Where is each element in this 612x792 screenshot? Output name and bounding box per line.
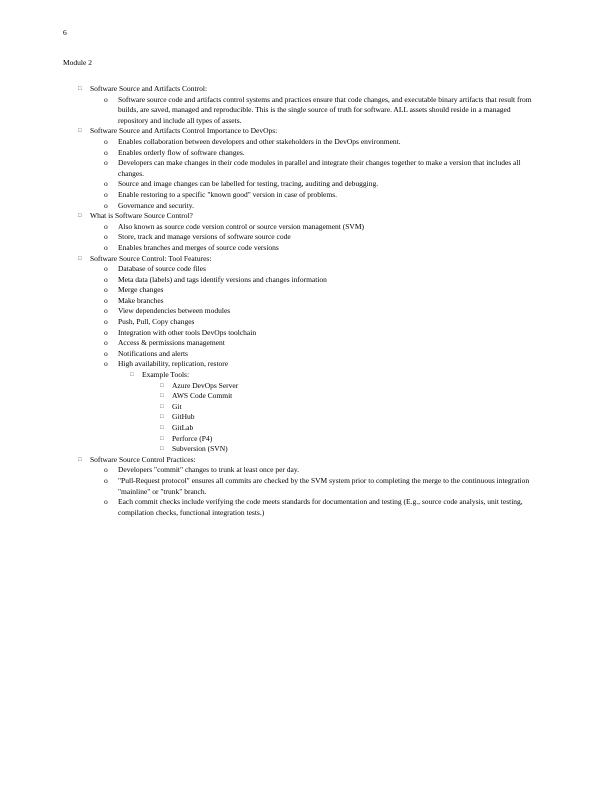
list-item [78, 359, 538, 370]
list-item-text: Enables branches and merges of source code versions [118, 242, 279, 252]
list-item [78, 275, 538, 286]
list-item [78, 465, 538, 476]
section-heading [78, 254, 538, 265]
circle-bullet-icon: o [104, 465, 108, 475]
list-item-text: Also known as source code version control or source version management (SVM) [118, 221, 364, 231]
list-item [78, 137, 538, 148]
tool-name: Git [172, 401, 182, 411]
list-item [78, 243, 538, 254]
list-item [78, 338, 538, 349]
tool-name: Azure DevOps Server [172, 380, 239, 390]
circle-bullet-icon: o [104, 200, 108, 210]
square-bullet-icon: □ [78, 456, 82, 463]
list-item-text: Make branches [118, 295, 164, 305]
list-item [78, 232, 538, 243]
list-item-text: Merge changes [118, 285, 164, 295]
list-item [78, 222, 538, 233]
list-item-text: "Pull-Request protocol" ensures all commits are checked by the SVM system prior to completing the merge to the continuous integration "mainline" or "trunk" branch. [118, 475, 530, 496]
list-item [78, 285, 538, 296]
section-heading [78, 211, 538, 222]
tool-item [78, 423, 538, 434]
outline-list [78, 84, 538, 518]
square-bullet-icon: □ [78, 128, 82, 135]
circle-bullet-icon: o [104, 497, 108, 507]
list-item-text: Integration with other tools DevOps toolchain [118, 327, 257, 337]
circle-bullet-icon: o [104, 136, 108, 146]
list-item-text: Enables orderly flow of software changes. [118, 147, 245, 157]
module-heading: Module 2 [63, 58, 92, 67]
circle-bullet-icon: o [104, 264, 108, 274]
page-number: 6 [63, 28, 67, 37]
tool-name: GitHub [172, 412, 195, 422]
circle-bullet-icon: o [104, 94, 108, 104]
list-item [78, 158, 538, 179]
section-heading [78, 126, 538, 137]
circle-bullet-icon: o [104, 306, 108, 316]
list-item-text: Meta data (labels) and tags identify versions and changes information [118, 274, 327, 284]
tool-item [78, 412, 538, 423]
tool-item [78, 381, 538, 392]
circle-bullet-icon: o [104, 475, 108, 485]
list-item [78, 179, 538, 190]
list-item [78, 317, 538, 328]
square-bullet-icon: □ [130, 372, 134, 379]
circle-bullet-icon: o [104, 221, 108, 231]
circle-bullet-icon: o [104, 285, 108, 295]
list-item-text: High availability, replication, restore [118, 359, 229, 369]
list-item-text: Governance and security. [118, 200, 194, 210]
section-title: Software Source and Artifacts Control Importance to DevOps: [90, 126, 278, 136]
circle-bullet-icon: o [104, 338, 108, 348]
square-bullet-icon: □ [160, 446, 164, 453]
list-item [78, 497, 538, 518]
list-item-text: View dependencies between modules [118, 306, 231, 316]
section-title: Software Source and Artifacts Control: [90, 84, 208, 93]
square-bullet-icon: □ [78, 86, 82, 92]
circle-bullet-icon: o [104, 179, 108, 189]
list-item [78, 264, 538, 275]
section-title: Software Source Control Practices: [90, 454, 196, 464]
list-item-text: Push, Pull, Copy changes [118, 317, 195, 327]
sub-title: Example Tools: [142, 370, 190, 380]
circle-bullet-icon: o [104, 242, 108, 252]
square-bullet-icon: □ [160, 414, 164, 421]
list-item [78, 476, 538, 497]
section-heading [78, 84, 538, 95]
section-heading [78, 455, 538, 466]
list-item-text: Access & permissions management [118, 338, 225, 348]
list-item [78, 328, 538, 339]
tool-item [78, 391, 538, 402]
circle-bullet-icon: o [104, 317, 108, 327]
tool-name: Subversion (SVN) [172, 444, 228, 454]
list-item [78, 190, 538, 201]
circle-bullet-icon: o [104, 189, 108, 199]
square-bullet-icon: □ [78, 213, 82, 220]
section-title: What is Software Source Control? [90, 211, 193, 221]
example-tools-heading [78, 370, 538, 381]
list-item [78, 306, 538, 317]
section-title: Software Source Control: Tool Features: [90, 253, 212, 263]
circle-bullet-icon: o [104, 147, 108, 157]
square-bullet-icon: □ [78, 255, 82, 262]
list-item-text: Enable restoring to a specific "known good" version in case of problems. [118, 189, 337, 199]
circle-bullet-icon: o [104, 359, 108, 369]
list-item [78, 95, 538, 127]
circle-bullet-icon: o [104, 274, 108, 284]
list-item-text: Notifications and alerts [118, 348, 188, 358]
list-item [78, 296, 538, 307]
square-bullet-icon: □ [160, 382, 164, 389]
square-bullet-icon: □ [160, 403, 164, 410]
tool-item [78, 444, 538, 455]
list-item-text: Store, track and manage versions of software source code [118, 232, 291, 242]
tool-name: GitLab [172, 423, 194, 432]
tool-item [78, 434, 538, 445]
list-item [78, 148, 538, 159]
list-item [78, 201, 538, 212]
list-item-text: Database of source code files [118, 264, 206, 274]
square-bullet-icon: □ [160, 425, 164, 431]
circle-bullet-icon: o [104, 232, 108, 242]
list-item-text: Enables collaboration between developers and other stakeholders in the DevOps environment. [118, 136, 401, 146]
square-bullet-icon: □ [160, 435, 164, 442]
list-item-text: Software source code and artifacts control systems and practices ensure that code changes, and executable binary artifacts that result from builds, are saved, managed and reproducible. This is the single source of truth for software. ALL assets should reside in a managed repository and include all types of assets. [118, 94, 532, 125]
circle-bullet-icon: o [104, 158, 108, 168]
list-item [78, 349, 538, 360]
list-item-text: Developers "commit" changes to trunk at least once per day. [118, 465, 299, 475]
tool-name: Perforce (P4) [172, 433, 213, 443]
list-item-text: Each commit checks include verifying the code meets standards for documentation and testing (E.g., source code analysis, unit testing, compilation checks, functional integration tests.) [118, 497, 523, 517]
list-item-text: Developers can make changes in their code modules in parallel and integrate their changes together to make a version that includes all changes. [118, 158, 521, 178]
circle-bullet-icon: o [104, 295, 108, 305]
square-bullet-icon: □ [160, 393, 164, 400]
tool-name: AWS Code Commit [172, 391, 233, 401]
list-item-text: Source and image changes can be labelled for testing, tracing, auditing and debugging. [118, 179, 379, 189]
circle-bullet-icon: o [104, 327, 108, 337]
tool-item [78, 402, 538, 413]
circle-bullet-icon: o [104, 348, 108, 358]
